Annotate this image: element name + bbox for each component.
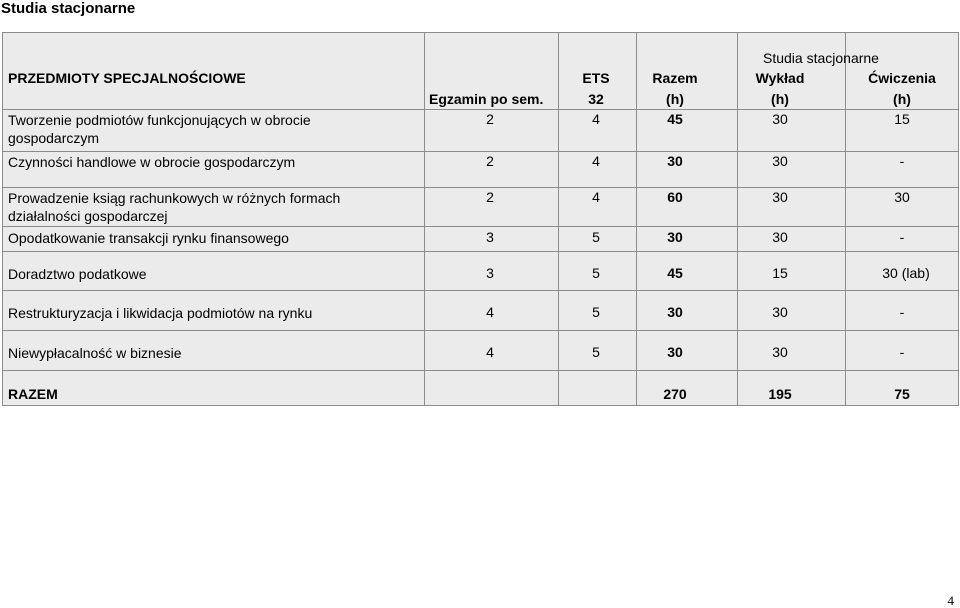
table-row-lecture: 30 (772, 111, 788, 127)
grid-line (3, 290, 958, 291)
table-row-total: 30 (667, 304, 683, 320)
grid-line (3, 370, 958, 371)
table-row-ets: 5 (592, 344, 600, 360)
table-row-lecture: 30 (772, 153, 788, 169)
table-row-subject: Opodatkowanie transakcji rynku finansowego (8, 230, 289, 246)
table-row-lecture: 30 (772, 189, 788, 205)
grid-line (3, 330, 958, 331)
table-row-subject: Niewypłacalność w biznesie (8, 345, 182, 361)
total-unit: (h) (666, 91, 684, 107)
exercises-header: Ćwiczenia (868, 70, 936, 86)
table-row-lecture: 30 (772, 229, 788, 245)
table-row-total: 30 (667, 344, 683, 360)
table-row-exam: 4 (486, 304, 494, 320)
summary-total: 270 (663, 386, 687, 402)
table-row-subject: Czynności handlowe w obrocie gospodarczym (8, 154, 296, 170)
grid-line (845, 33, 846, 405)
table-row-lecture: 30 (772, 344, 788, 360)
table-row-ets: 5 (592, 229, 600, 245)
summary-label: RAZEM (8, 386, 58, 402)
curriculum-table (2, 32, 959, 406)
grid-line (424, 33, 425, 405)
table-row-lecture: 30 (772, 304, 788, 320)
subjects-title: PRZEDMIOTY SPECJALNOŚCIOWE (8, 70, 246, 86)
table-row-exercises: - (899, 153, 905, 169)
table-row-ets: 5 (592, 304, 600, 320)
table-row-exam: 2 (486, 111, 494, 127)
table-row-lecture: 15 (772, 265, 788, 281)
table-row-subject: Doradztwo podatkowe (8, 266, 147, 282)
total-header: Razem (652, 70, 698, 86)
lecture-unit: (h) (771, 91, 789, 107)
exercises-unit: (h) (893, 91, 911, 107)
page-number: 4 (947, 593, 954, 608)
table-row-subject: Tworzenie podmiotów funkcjonujących w obrocie gospodarczym (8, 112, 311, 146)
table-row-exam: 3 (486, 229, 494, 245)
grid-line (3, 187, 958, 188)
table-row-exam: 2 (486, 189, 494, 205)
table-row-total: 45 (667, 111, 683, 127)
table-row-total: 45 (667, 265, 683, 281)
table-row-exam: 2 (486, 153, 494, 169)
table-row-subject: Restrukturyzacja i likwidacja podmiotów na rynku (8, 305, 313, 321)
summary-exercises: 75 (894, 386, 910, 402)
table-row-exercises: 15 (894, 111, 910, 127)
exam-header: Egzamin po sem. (429, 91, 544, 107)
page-heading: Studia stacjonarne (1, 0, 136, 17)
table-row-exam: 3 (486, 265, 494, 281)
table-row-ets: 4 (592, 189, 600, 205)
ets-header: ETS (582, 70, 610, 86)
table-row-ets: 5 (592, 265, 600, 281)
grid-line (3, 109, 958, 110)
ets-total: 32 (588, 91, 604, 107)
table-row-total: 60 (667, 189, 683, 205)
table-row-exercises: 30 (lab) (882, 265, 930, 281)
group-header: Studia stacjonarne (763, 50, 879, 66)
grid-line (737, 33, 738, 405)
grid-line (3, 226, 958, 227)
grid-line (3, 251, 958, 252)
table-row-total: 30 (667, 229, 683, 245)
lecture-header: Wykład (755, 70, 805, 86)
grid-line (3, 151, 958, 152)
table-row-exercises: - (899, 229, 905, 245)
table-row-subject: Prowadzenie ksiąg rachunkowych w różnych formach działalności gospodarczej (8, 190, 341, 224)
table-row-total: 30 (667, 153, 683, 169)
table-row-exercises: - (899, 344, 905, 360)
table-row-exercises: - (899, 304, 905, 320)
table-row-ets: 4 (592, 153, 600, 169)
table-row-exam: 4 (486, 344, 494, 360)
table-row-ets: 4 (592, 111, 600, 127)
table-row-exercises: 30 (894, 189, 910, 205)
summary-lecture: 195 (768, 386, 792, 402)
